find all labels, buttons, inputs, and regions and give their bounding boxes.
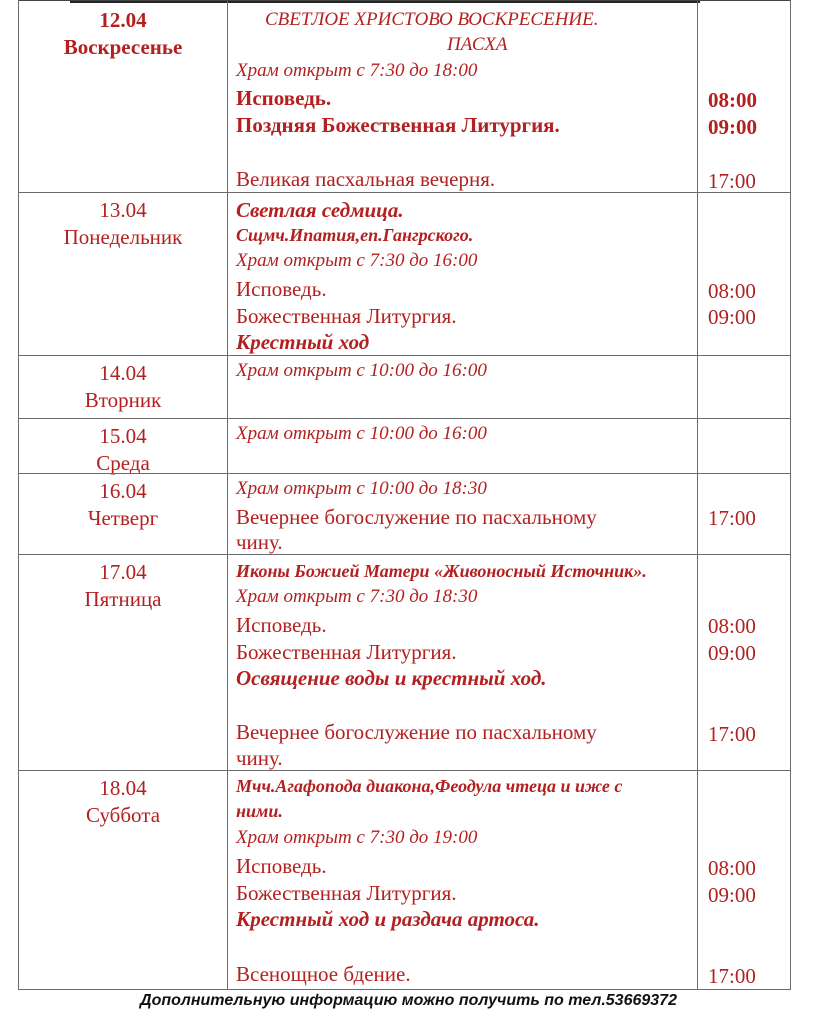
service-line: Исповедь.: [236, 277, 327, 301]
service-time: 09:00: [708, 883, 756, 907]
date-number: 13.04: [99, 198, 147, 222]
service-time: 17:00: [708, 506, 756, 530]
date-number: 18.04: [99, 776, 147, 800]
service-line: чину.: [236, 530, 283, 554]
open-hours: Храм открыт с 7:30 до 18:00: [236, 60, 478, 81]
table-row: [19, 418, 790, 473]
date-number: 12.04: [99, 8, 147, 32]
service-line: Божественная Литургия.: [236, 881, 457, 905]
schedule-table: [18, 0, 791, 990]
date-cell: [19, 771, 228, 990]
service-line: Исповедь.: [236, 86, 332, 110]
service-line: Великая пасхальная вечерня.: [236, 167, 496, 191]
open-hours: Храм открыт с 10:00 до 16:00: [236, 360, 487, 381]
day-name: Суббота: [85, 803, 161, 827]
date-number: 17.04: [99, 560, 147, 584]
table-row: [19, 192, 790, 355]
service-line: Исповедь.: [236, 613, 327, 637]
day-name: Четверг: [87, 506, 159, 530]
day-name: Пятница: [84, 587, 162, 611]
service-line: Освящение воды и крестный ход.: [236, 666, 547, 690]
service-time: 17:00: [708, 964, 756, 988]
date-number: 15.04: [99, 424, 147, 448]
service-line: Исповедь.: [236, 854, 327, 878]
date-number: 16.04: [99, 479, 147, 503]
service-time: 09:00: [708, 115, 757, 139]
service-line: Крестный ход: [236, 330, 370, 354]
service-time: 08:00: [708, 614, 756, 638]
feast-title: Мчч.Агафопода диакона,Феодула чтеца и иже с: [236, 776, 623, 796]
service-line: Поздняя Божественная Литургия.: [236, 113, 560, 137]
feast-title: Светлая седмица.: [236, 198, 404, 222]
table-row: [19, 770, 790, 990]
day-name: Среда: [96, 451, 150, 475]
service-line: Вечернее богослужение по пасхальному: [236, 720, 597, 744]
service-time: 17:00: [708, 169, 756, 193]
day-name: Вторник: [84, 388, 162, 412]
feast-title: Иконы Божией Матери «Живоносный Источник».: [236, 561, 647, 581]
open-hours: Храм открыт с 7:30 до 16:00: [236, 250, 478, 271]
service-line: Божественная Литургия.: [236, 304, 457, 328]
service-time: 08:00: [708, 279, 756, 303]
service-time: 09:00: [708, 305, 756, 329]
service-time: 08:00: [708, 88, 757, 112]
service-line: чину.: [236, 746, 283, 770]
feast-title-cont: ними.: [236, 801, 283, 821]
footer-contact-info: Дополнительную информацию можно получить по тел.53669372: [140, 992, 677, 1009]
feast-title: СВЕТЛОЕ ХРИСТОВО ВОСКРЕСЕНИЕ.: [265, 9, 599, 30]
date-cell: [19, 555, 228, 770]
date-number: 14.04: [99, 361, 147, 385]
open-hours: Храм открыт с 10:00 до 18:30: [236, 478, 487, 499]
day-name: Воскресенье: [63, 35, 183, 59]
table-row: [19, 0, 790, 192]
open-hours: Храм открыт с 7:30 до 19:00: [236, 827, 478, 848]
service-line: Вечернее богослужение по пасхальному: [236, 505, 597, 529]
open-hours: Храм открыт с 7:30 до 18:30: [236, 586, 478, 607]
time-cell: [697, 356, 792, 418]
date-cell: [19, 1, 228, 192]
service-time: 08:00: [708, 856, 756, 880]
feast-title-cont: ПАСХА: [447, 34, 508, 55]
table-row: [19, 473, 790, 554]
feast-subtitle: Сщмч.Ипатия,еп.Гангрского.: [236, 225, 474, 245]
time-cell: [697, 193, 792, 355]
service-line: Всенощное бдение.: [236, 962, 411, 986]
service-line: Божественная Литургия.: [236, 640, 457, 664]
open-hours: Храм открыт с 10:00 до 16:00: [236, 423, 487, 444]
date-cell: [19, 474, 228, 554]
time-cell: [697, 419, 792, 473]
day-name: Понедельник: [63, 225, 183, 249]
table-row: [19, 355, 790, 418]
date-cell: [19, 356, 228, 418]
date-cell: [19, 193, 228, 355]
service-time: 17:00: [708, 722, 756, 746]
date-cell: [19, 419, 228, 473]
service-time: 09:00: [708, 641, 756, 665]
service-line: Крестный ход и раздача артоса.: [236, 907, 540, 931]
table-row: [19, 554, 790, 770]
